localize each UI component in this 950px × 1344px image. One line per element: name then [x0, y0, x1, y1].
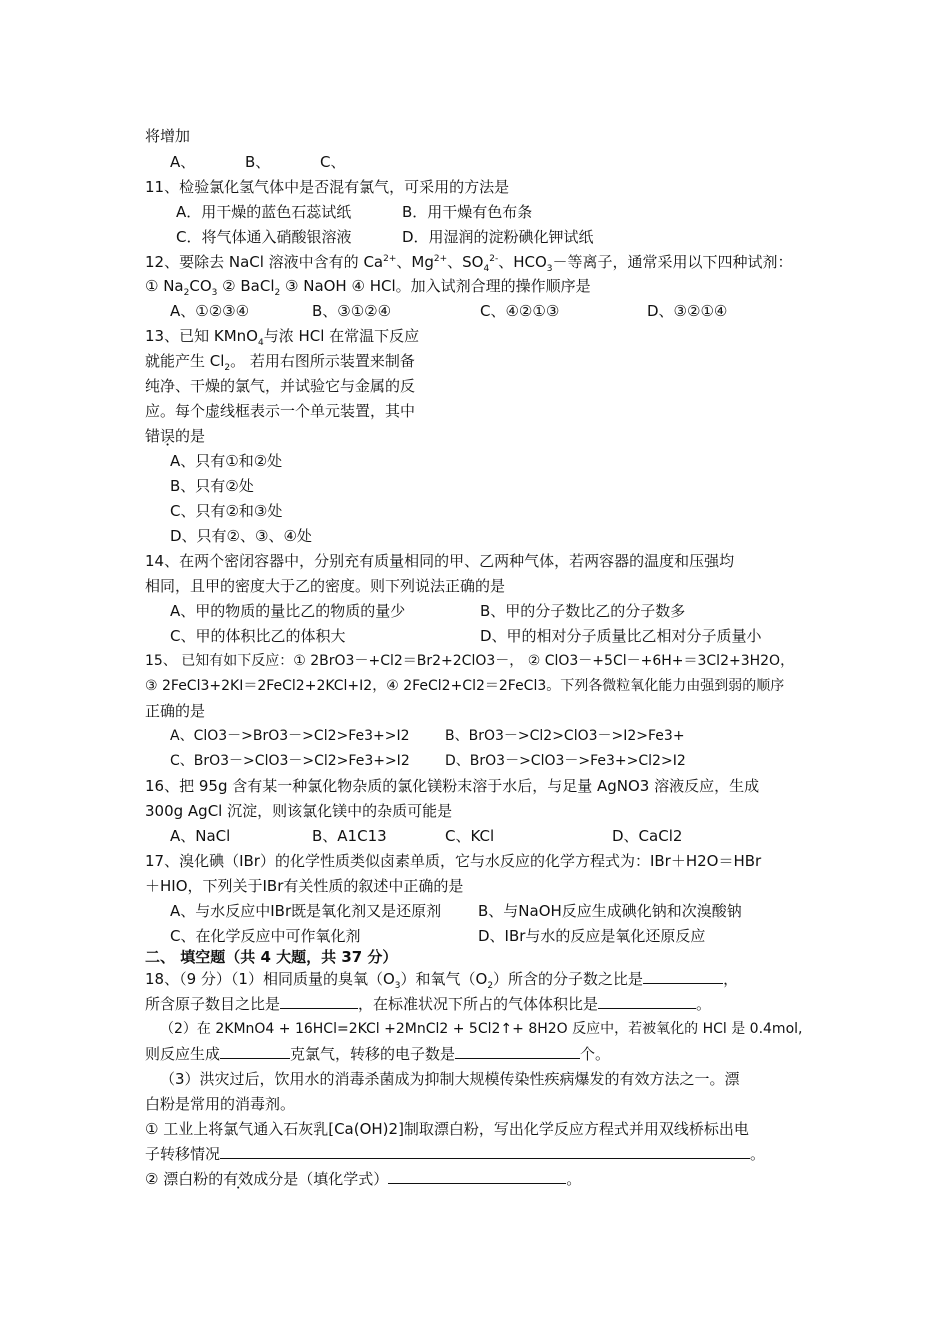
- q17-line-1: 17、溴化碘（IBr）的化学性质类似卤素单质，它与水反应的化学方程式为：IBr＋H2O＝HBr: [145, 852, 762, 870]
- q13-option-b: B、只有②处: [170, 477, 254, 495]
- q12-option-c: C、④②①③: [480, 302, 560, 320]
- q17-option-d: D、IBr与水的反应是氧化还原反应: [478, 927, 706, 945]
- q11-option-a: A．用干燥的蓝色石蕊试纸: [176, 203, 352, 221]
- answer-blank[interactable]: [455, 1044, 580, 1059]
- q17-line-2: ＋HIO，下列关于IBr有关性质的叙述中正确的是: [145, 877, 464, 895]
- answer-blank[interactable]: [598, 994, 696, 1009]
- q13-line-5: 错误的是: [145, 427, 206, 445]
- q12-option-b: B、③①②④: [312, 302, 392, 320]
- q18-line-5: （3）洪灾过后，饮用水的消毒杀菌成为抑制大规模传染性疾病爆发的有效方法之一。漂: [160, 1070, 740, 1088]
- section-2-heading: 二、 填空题（共 4 大题，共 37 分）: [145, 948, 398, 966]
- q16-option-b: B、A1C13: [312, 827, 387, 845]
- answer-blank[interactable]: [220, 1144, 750, 1159]
- q14-option-d: D、甲的相对分子质量比乙相对分子质量小: [480, 627, 762, 645]
- q16-option-d: D、CaCl2: [612, 827, 683, 845]
- q12-reagents: ① $Na_2CO_3$ ② BaCl$_2$ ③ NaOH ④ HCl。加入试剂合理的操作顺序是: [145, 277, 591, 298]
- q14-option-b: B、甲的分子数比乙的分子数多: [480, 602, 686, 620]
- q13-line-1: 13、已知 KMnO$_4$与浓 HCl 在常温下反应: [145, 327, 420, 348]
- q17-option-c: C、在化学反应中可作氧化剂: [170, 927, 361, 945]
- q18-line-8: 子转移情况 。: [145, 1145, 766, 1163]
- q18-line-2: 所含原子数目之比是 ，在标准状况下所占的气体体积比是 。: [145, 995, 712, 1013]
- q17-option-b: B、与NaOH反应生成碘化钠和次溴酸钠: [478, 902, 742, 920]
- answer-blank[interactable]: [643, 969, 723, 984]
- q16-line-1: 16、把 95g 含有某一种氯化物杂质的氯化镁粉末溶于水后，与足量 AgNO3 溶液反应，生成: [145, 777, 760, 795]
- q14-line-1: 14、在两个密闭容器中，分别充有质量相同的甲、乙两种气体，若两容器的温度和压强均: [145, 552, 735, 570]
- q18-line-7: ① 工业上将氯气通入石灰乳[Ca(OH)2]制取漂白粉，写出化学反应方程式并用双线桥标出电: [145, 1120, 749, 1138]
- q14-option-c: C、甲的体积比乙的体积大: [170, 627, 346, 645]
- q10-option-a: A、: [170, 153, 196, 171]
- q13-line-3: 纯净、干燥的氯气，并试验它与金属的反: [145, 377, 416, 395]
- q14-line-2: 相同，且甲的密度大于乙的密度。则下列说法正确的是: [145, 577, 506, 595]
- q16-option-a: A、NaCl: [170, 827, 231, 845]
- q11-option-c: C．将气体通入硝酸银溶液: [176, 228, 352, 246]
- q15-option-d: D、BrO3－>ClO3－>Fe3+>Cl2>I2: [445, 753, 686, 769]
- q11-option-b: B．用干燥有色布条: [402, 203, 533, 221]
- q18-line-3: （2）在 2KMnO4 + 16HCl=2KCl +2MnCl2 + 5Cl2↑+ 8H2O 反应中，若被氧化的 HCl 是 0.4mol,: [160, 1021, 803, 1037]
- q15-line-2: ③ 2FeCl3+2KI＝2FeCl2+2KCl+I2，④ 2FeCl2+Cl2＝2FeCl3。下列各微粒氧化能力由强到弱的顺序: [145, 678, 785, 694]
- q13-line-4: 应。每个虚线框表示一个单元装置，其中: [145, 402, 416, 420]
- q10-option-b: B、: [245, 153, 271, 171]
- q10-option-c: C、: [320, 153, 346, 171]
- q18-line-9: ② 漂白粉的有效成分是（填化学式） 。: [145, 1170, 582, 1188]
- answer-blank[interactable]: [280, 994, 358, 1009]
- q11-option-d: D．用湿润的淀粉碘化钾试纸: [402, 228, 594, 246]
- q16-option-c: C、KCl: [445, 827, 495, 845]
- answer-blank[interactable]: [220, 1044, 290, 1059]
- q13-line-2: 就能产生 $Cl_2$。 若用右图所示装置来制备: [145, 352, 415, 373]
- q13-option-d: D、只有②、③、④处: [170, 527, 312, 545]
- q17-option-a: A、与水反应中IBr既是氧化剂又是还原剂: [170, 902, 442, 920]
- q15-option-b: B、BrO3－>Cl2>ClO3－>I2>Fe3+: [445, 728, 685, 744]
- q11-stem: 11、检验氯化氢气体中是否混有氯气，可采用的方法是: [145, 178, 510, 196]
- q18-line-1: 18、（9 分）（1）相同质量的臭氧$(O_3)$和氧气$(O_2)$所含的分子数之比是 ，: [145, 970, 739, 991]
- q13-option-a: A、只有①和②处: [170, 452, 283, 470]
- q10-tail: 将增加: [145, 127, 191, 145]
- q13-option-c: C、只有②和③处: [170, 502, 283, 520]
- q12-option-a: A、①②③④: [170, 302, 250, 320]
- q15-line-3: 正确的是: [145, 702, 206, 720]
- q15-option-c: C、BrO3－>ClO3－>Cl2>Fe3+>I2: [170, 753, 410, 769]
- q18-line-4: 则反应生成 克氯气，转移的电子数是 个。: [145, 1045, 611, 1063]
- q14-option-a: A、甲的物质的量比乙的物质的量少: [170, 602, 406, 620]
- q15-line-1: 15、 已知有如下反应：① 2BrO3－+Cl2＝Br2+2ClO3－， ② ClO3－+5Cl－+6H+＝3Cl2+3H2O，: [145, 653, 795, 669]
- q16-line-2: 300g AgCl 沉淀，则该氯化镁中的杂质可能是: [145, 802, 453, 820]
- q12-option-d: D、③②①④: [647, 302, 728, 320]
- q18-line-6: 白粉是常用的消毒剂。: [145, 1095, 296, 1113]
- answer-blank[interactable]: [388, 1169, 566, 1184]
- q15-option-a: A、ClO3－>BrO3－>Cl2>Fe3+>I2: [170, 728, 410, 744]
- q12-stem: 12、要除去 NaCl 溶液中含有的 $Ca^{2+}$、$Mg^{2+}$、$SO_4^{2-}$、$HCO_3-$等离子，通常采用以下四种试剂：: [145, 253, 793, 274]
